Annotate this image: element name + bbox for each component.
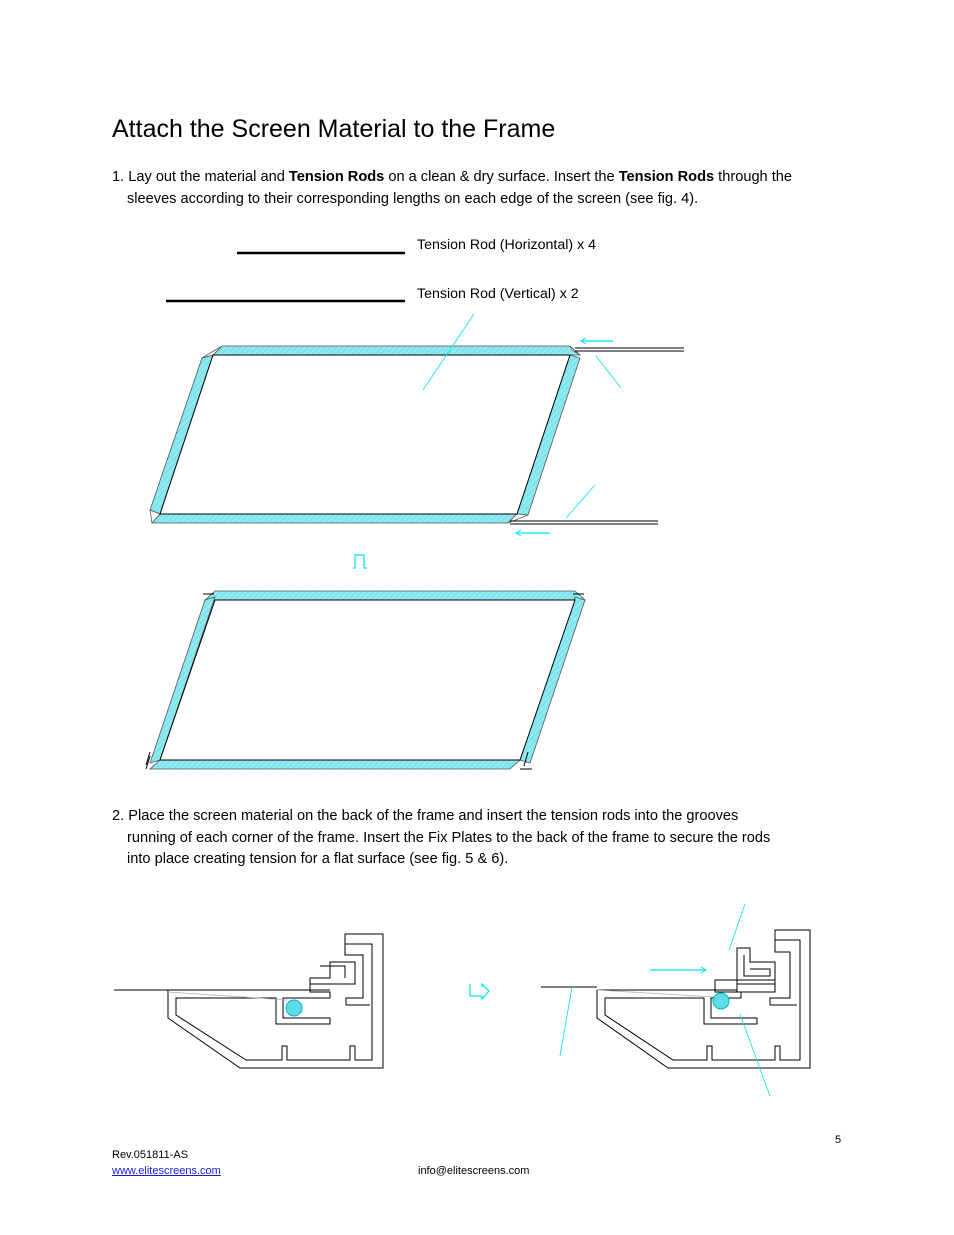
bottom-sleeve: [152, 514, 517, 523]
fig6-frame-with-fix-plate: [0, 900, 954, 1100]
horizontal-rod-label: Tension Rod (Horizontal) x 4: [417, 237, 596, 253]
email-text: info@elitescreens.com: [418, 1165, 530, 1177]
fig4-rods-inserted-diagram: [0, 580, 954, 780]
step-2-line-2: running of each corner of the frame. Insert the Fix Plates to the back of the frame to secure the rods: [127, 829, 771, 846]
step-1-number: 1.: [112, 169, 125, 185]
page-title: Attach the Screen Material to the Frame: [112, 115, 556, 143]
rod-cross-section-inserted: [713, 993, 729, 1009]
step-2-instructions: [112, 806, 852, 871]
step-2-line-1: Place the screen material on the back of the frame and insert the tension rods into the grooves: [128, 808, 739, 824]
revision-label: Rev.051811-AS: [112, 1149, 189, 1161]
vertical-rod-label: Tension Rod (Vertical) x 2: [417, 286, 579, 302]
step-2-number: 2.: [112, 808, 125, 824]
page-number: 5: [835, 1134, 842, 1146]
step-1-line-2: sleeves according to their corresponding lengths on each edge of the screen (see fig. 4).: [127, 190, 699, 207]
step-1-text-c: through the: [714, 169, 793, 185]
website-link[interactable]: www.elitescreens.com: [112, 1165, 221, 1177]
down-arrow-icon: [350, 552, 380, 572]
top-sleeve: [213, 346, 580, 355]
fig4-material-diagram: [0, 310, 954, 540]
step-2-line-3: into place creating tension for a flat surface (see fig. 5 & 6).: [127, 851, 509, 867]
step-1-instructions: [112, 167, 852, 210]
step-1-text-b: on a clean & dry surface. Insert the: [384, 169, 619, 185]
step-1-text-a: Lay out the material and: [128, 169, 289, 185]
step-1-bold-b: Tension Rods: [618, 169, 715, 185]
step-1-bold-a: Tension Rods: [288, 169, 385, 185]
